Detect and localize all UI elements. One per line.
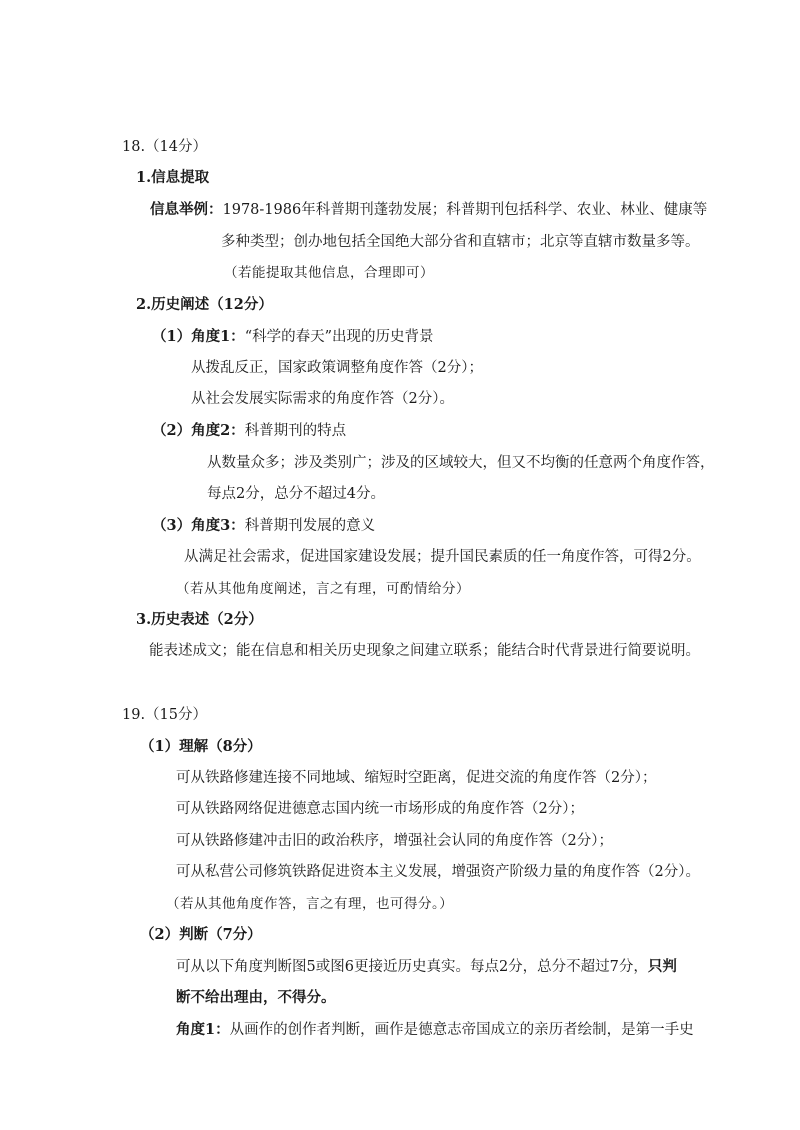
q18-angle1-line1: 从拨乱反正，国家政策调整角度作答（2分）； [191,360,483,376]
q18-angle2-heading [152,421,346,441]
q18-section2-title: 2.历史阐述（12分） [136,296,273,313]
q19-part2-text1: 可从以下角度判断图5或图6更接近历史真实。每点2分，总分不超过7分， [176,959,648,975]
q19-part2-bold1: 只判 [647,958,677,975]
q18-angle3-heading [152,516,375,536]
q18-angle1-line2: 从社会发展实际需求的角度作答（2分）。 [191,391,454,407]
q19-part1-note: （若从其他角度作答，言之有理，也可得分。） [166,896,454,912]
q18-example-label: 信息举例： [150,201,223,218]
q18-angle2-topic: 科普期刊的特点 [244,423,347,439]
q19-part2-angle1-text: 从画作的创作者判断，画作是德意志帝国成立的亲历者绘制，是第一手史 [229,1022,694,1038]
q19-part2-line2: 断不给出理由，不得分。 [176,989,336,1006]
q19-part2-title: （2）判断（7分） [140,926,262,943]
q19-part1-line4: 可从私营公司修筑铁路促进资本主义发展，增强资产阶级力量的角度作答（2分）。 [176,864,700,880]
q18-example-line2: 多种类型；创办地包括全国绝大部分省和直辖市；北京等直辖市数量多等。 [221,234,700,250]
q19-part1-line2: 可从铁路网络促进德意志国内统一市场形成的角度作答（2分）； [176,801,584,817]
q19-part2-line1 [176,957,677,977]
q18-header: 18.（14分） [122,139,208,155]
q19-part2-angle1-label: 角度1： [176,1021,230,1038]
q18-example-note: （若能提取其他信息，合理即可） [224,265,434,281]
q18-angle3-line1: 从满足社会需求，促进国家建设发展；提升国民素质的任一角度作答，可得2分。 [184,549,701,565]
q19-part1-line1: 可从铁路修建连接不同地域、缩短时空距离，促进交流的角度作答（2分）； [176,770,657,786]
q18-angle2-line2: 每点2分，总分不超过4分。 [207,486,385,502]
q19-part1-line3: 可从铁路修建冲击旧的政治秩序，增强社会认同的角度作答（2分）； [176,833,613,849]
q18-angle3-label: （3）角度3： [152,517,245,534]
q18-angle3-note: （若从其他角度阐述，言之有理，可酌情给分） [176,581,470,597]
q19-part2-angle1 [176,1020,694,1040]
q19-part1-title: （1）理解（8分） [140,738,262,755]
q18-section3-line: 能表述成文；能在信息和相关历史现象之间建立联系；能结合时代背景进行简要说明。 [149,643,700,659]
q18-angle1-heading [152,327,434,347]
q18-section1-title: 1.信息提取 [136,169,210,186]
q18-example-line1 [150,200,707,220]
q18-angle2-label: （2）角度2： [152,422,245,439]
q18-angle1-topic: “科学的春天”出现的历史背景 [244,329,434,345]
q18-example-text1: 1978-1986年科普期刊蓬勃发展；科普期刊包括科学、农业、林业、健康等 [222,202,708,218]
q18-angle2-line1: 从数量众多；涉及类别广；涉及的区域较大，但又不均衡的任意两个角度作答， [207,455,715,471]
q18-angle1-label: （1）角度1： [152,328,245,345]
q18-angle3-topic: 科普期刊发展的意义 [244,518,376,534]
q19-header: 19.（15分） [122,707,208,723]
q18-section3-title: 3.历史表述（2分） [136,611,263,628]
